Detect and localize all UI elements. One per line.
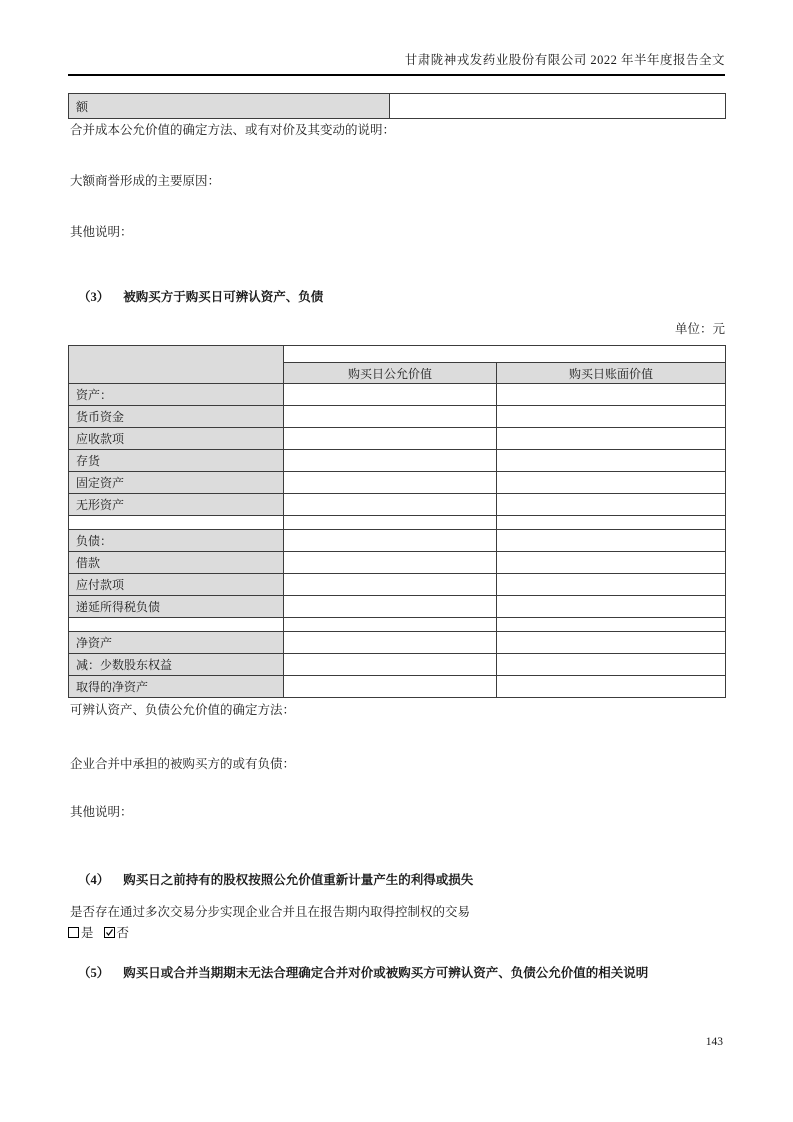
row-label — [69, 618, 284, 632]
fair-value-cell — [284, 450, 497, 472]
book-value-cell — [497, 516, 726, 530]
fair-value-cell — [284, 552, 497, 574]
book-value-cell — [497, 384, 726, 406]
paragraph-merge-cost: 合并成本公允价值的确定方法、或有对价及其变动的说明： — [70, 123, 396, 137]
checkbox-label: 是 — [81, 926, 94, 940]
row-label: 减：少数股东权益 — [69, 654, 284, 676]
table-row — [69, 574, 726, 596]
header-empty-cell — [284, 346, 726, 363]
book-value-cell — [497, 472, 726, 494]
row-label: 应收款项 — [69, 428, 284, 450]
unit-label: 单位：元 — [674, 322, 725, 336]
section-title: 被购买方于购买日可辨认资产、负债 — [123, 290, 324, 304]
row-label: 额 — [69, 94, 390, 119]
row-label: 存货 — [69, 450, 284, 472]
checkbox-option-unchecked — [68, 923, 94, 941]
column-header-fair-value: 购买日公允价值 — [284, 363, 497, 384]
table-row — [69, 472, 726, 494]
table-row — [69, 384, 726, 406]
table-row — [69, 494, 726, 516]
fair-value-cell — [284, 384, 497, 406]
section-heading-3 — [68, 287, 735, 305]
checkbox-row — [68, 923, 725, 941]
section-number: （5） — [78, 966, 110, 980]
checkbox-label: 否 — [116, 926, 130, 940]
table-row — [69, 450, 726, 472]
row-label: 取得的净资产 — [69, 676, 284, 698]
paragraph-other-notes-1: 其他说明： — [70, 225, 133, 239]
table-row — [69, 654, 726, 676]
book-value-cell — [497, 494, 726, 516]
book-value-cell — [497, 406, 726, 428]
row-label — [69, 516, 284, 530]
fair-value-cell — [284, 530, 497, 552]
section-number: （4） — [78, 873, 110, 887]
row-label: 资产： — [69, 384, 284, 406]
checkbox-option-checked — [104, 923, 130, 941]
column-header-book-value: 购买日账面价值 — [497, 363, 726, 384]
page-header — [68, 50, 725, 76]
fair-value-cell — [284, 428, 497, 450]
fair-value-cell — [284, 494, 497, 516]
book-value-cell — [497, 530, 726, 552]
paragraph-goodwill-reason: 大额商誉形成的主要原因： — [70, 174, 221, 188]
table-row — [69, 596, 726, 618]
row-label: 递延所得税负债 — [69, 596, 284, 618]
section-heading-4 — [68, 870, 735, 888]
book-value-cell — [497, 596, 726, 618]
checked-checkbox-icon — [104, 927, 115, 938]
fair-value-cell — [284, 516, 497, 530]
book-value-cell — [497, 428, 726, 450]
row-label: 净资产 — [69, 632, 284, 654]
book-value-cell — [497, 574, 726, 596]
paragraph-contingent-liability: 企业合并中承担的被购买方的或有负债： — [70, 757, 296, 771]
table-row — [69, 530, 726, 552]
fair-value-cell — [284, 632, 497, 654]
identifiable-assets-table — [68, 345, 726, 698]
page-number: 143 — [705, 1036, 723, 1048]
fair-value-cell — [284, 472, 497, 494]
paragraph-other-notes-2: 其他说明： — [70, 805, 133, 819]
table-row — [69, 428, 726, 450]
table-row — [69, 94, 726, 119]
fair-value-cell — [284, 574, 497, 596]
header-corner-cell — [69, 346, 284, 384]
section-heading-5 — [68, 963, 735, 981]
fair-value-cell — [284, 596, 497, 618]
table-row — [69, 552, 726, 574]
fair-value-cell — [284, 676, 497, 698]
fair-value-cell — [284, 654, 497, 676]
paragraph-fv-method: 可辨认资产、负债公允价值的确定方法： — [70, 703, 296, 717]
section-title: 购买日或合并当期期末无法合理确定合并对价或被购买方可辨认资产、负债公允价值的相关说明 — [123, 966, 649, 980]
row-label: 应付款项 — [69, 574, 284, 596]
table-header-row-top — [69, 346, 726, 363]
table-row — [69, 632, 726, 654]
row-label: 无形资产 — [69, 494, 284, 516]
table-row — [69, 676, 726, 698]
continuation-table — [68, 93, 726, 119]
row-value — [390, 94, 726, 119]
book-value-cell — [497, 552, 726, 574]
book-value-cell — [497, 618, 726, 632]
section-title: 购买日之前持有的股权按照公允价值重新计量产生的利得或损失 — [123, 873, 474, 887]
fair-value-cell — [284, 406, 497, 428]
unchecked-checkbox-icon — [68, 927, 79, 938]
book-value-cell — [497, 450, 726, 472]
table-row — [69, 406, 726, 428]
book-value-cell — [497, 632, 726, 654]
book-value-cell — [497, 676, 726, 698]
paragraph-step-acquisition-question: 是否存在通过多次交易分步实现企业合并且在报告期内取得控制权的交易 — [70, 905, 471, 919]
row-label: 借款 — [69, 552, 284, 574]
row-label: 货币资金 — [69, 406, 284, 428]
row-label: 负债： — [69, 530, 284, 552]
table-row-blank — [69, 618, 726, 632]
row-label: 固定资产 — [69, 472, 284, 494]
book-value-cell — [497, 654, 726, 676]
fair-value-cell — [284, 618, 497, 632]
report-title: 甘肃陇神戎发药业股份有限公司 2022 年半年度报告全文 — [404, 53, 725, 67]
table-row-blank — [69, 516, 726, 530]
section-number: （3） — [78, 290, 110, 304]
